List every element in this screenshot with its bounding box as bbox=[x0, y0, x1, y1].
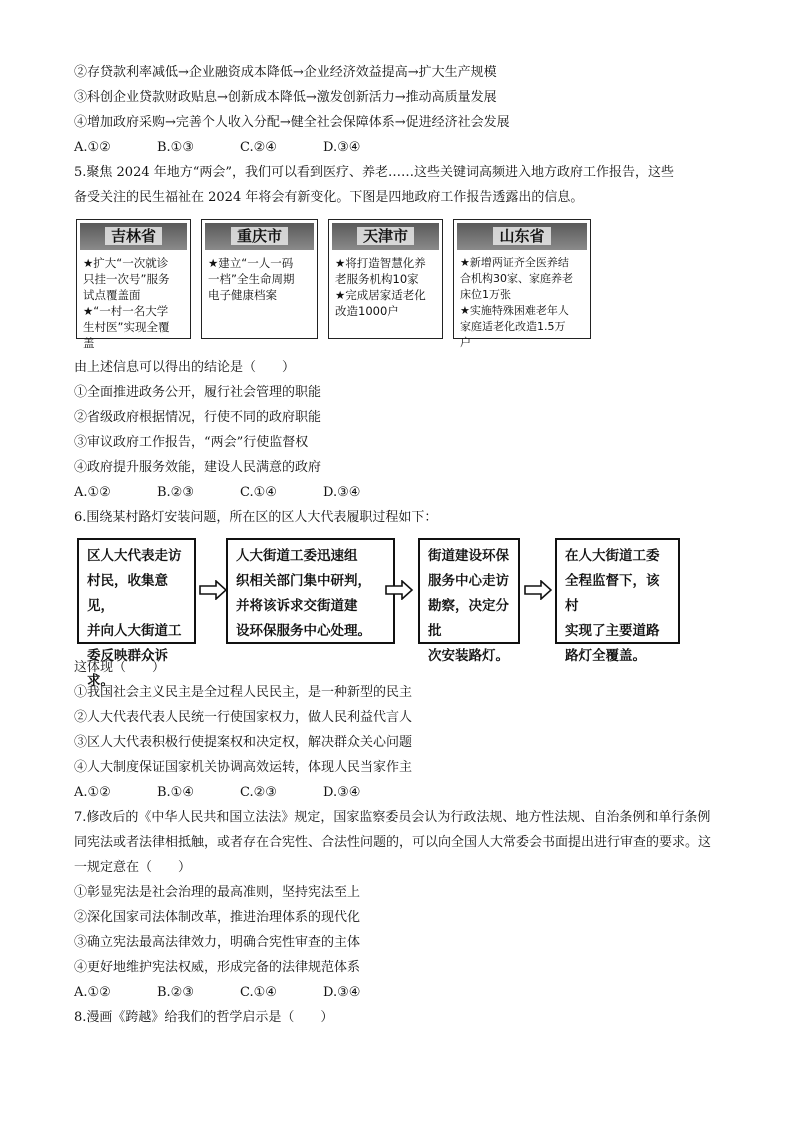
q6-option-1: ①我国社会主义民主是全过程人民民主，是一种新型的民主 bbox=[74, 685, 413, 700]
choice-c[interactable]: C.①④ bbox=[240, 985, 277, 1000]
choice-a[interactable]: A.①② bbox=[74, 985, 111, 1000]
flow-line: 在人大街道工委 bbox=[565, 548, 660, 564]
card-title: 天津市 bbox=[357, 227, 414, 245]
flow-line: 区人大代表走访 bbox=[87, 548, 182, 564]
choice-d[interactable]: D.③④ bbox=[323, 985, 361, 1000]
q4-option-4: ④增加政府采购→完善个人收入分配→健全社会保障体系→促进经济社会发展 bbox=[74, 115, 510, 130]
card-line: 一档”全生命周期 bbox=[208, 272, 295, 286]
q4-option-3: ③科创企业贷款财政贴息→创新成本降低→激发创新活力→推动高质量发展 bbox=[74, 90, 497, 105]
flow-line: 人大街道工委迅速组 bbox=[236, 548, 358, 564]
flow-line: 设环保服务中心处理。 bbox=[236, 623, 371, 639]
card-line: 试点覆盖面 bbox=[83, 288, 141, 302]
flow-line: 全程监督下，该村 bbox=[565, 573, 660, 614]
card-chongqing bbox=[201, 219, 318, 339]
choice-b[interactable]: B.①③ bbox=[157, 140, 194, 155]
q7-option-3: ③确立宪法最高法律效力，明确合宪性审查的主体 bbox=[74, 935, 361, 950]
card-line: 改造1000户 bbox=[335, 304, 399, 318]
q5-option-3: ③审议政府工作报告，“两会”行使监督权 bbox=[74, 435, 309, 450]
q6-option-4: ④人大制度保证国家机关协调高效运转，体现人民当家作主 bbox=[74, 760, 413, 775]
flow-arrow-icon bbox=[384, 580, 414, 600]
flow-line: 并向人大街道工 bbox=[87, 623, 182, 639]
q4-option-2: ②存贷款利率减低→企业融资成本降低→企业经济效益提高→扩大生产规模 bbox=[74, 65, 497, 80]
flow-arrow-icon bbox=[524, 580, 552, 600]
flow-step-3 bbox=[418, 538, 520, 664]
q6-question: 这体现（ ） bbox=[74, 660, 166, 675]
card-line: ★新增两证齐全医养结 bbox=[460, 256, 569, 269]
choice-c[interactable]: C.①④ bbox=[240, 485, 277, 500]
flow-line: 委反映群众诉求。 bbox=[87, 648, 168, 689]
q4-choices bbox=[74, 139, 406, 157]
q5-stem-line1: 5.聚焦 2024 年地方“两会”，我们可以看到医疗、养老……这些关键词高频进入地方政府工作报告，这些 bbox=[74, 165, 675, 180]
flow-line: 村民，收集意见， bbox=[87, 573, 168, 614]
flow-arrow-icon bbox=[199, 580, 227, 600]
card-line: 床位1万张 bbox=[460, 288, 511, 301]
q6-stem: 6.围绕某村路灯安装问题，所在区的区人大代表履职过程如下： bbox=[74, 510, 438, 525]
choice-a[interactable]: A.①② bbox=[74, 140, 111, 155]
card-line: 老服务机构10家 bbox=[335, 272, 419, 286]
card-tianjin bbox=[328, 219, 443, 339]
card-line: ★扩大“一次就诊 bbox=[83, 256, 169, 270]
flow-line: 实现了主要道路 bbox=[565, 623, 660, 639]
flow-line: 勘察，决定分批 bbox=[428, 598, 509, 639]
flow-line: 织相关部门集中研判， bbox=[236, 573, 371, 589]
card-line: ★建立“一人一码 bbox=[208, 256, 294, 270]
q7-option-2: ②深化国家司法体制改革，推进治理体系的现代化 bbox=[74, 910, 361, 925]
q5-option-2: ②省级政府根据情况，行使不同的政府职能 bbox=[74, 410, 322, 425]
card-line: ★完成居家适老化 bbox=[335, 288, 426, 302]
flow-line: 街道建设环保 bbox=[428, 548, 509, 564]
q6-choices bbox=[74, 784, 406, 802]
flow-line: 服务中心走访 bbox=[428, 573, 509, 589]
card-title: 山东省 bbox=[493, 227, 550, 245]
flow-step-4 bbox=[555, 538, 680, 664]
card-jilin bbox=[76, 219, 191, 350]
q5-stem-line2: 备受关注的民生福祉在 2024 年将会有新变化。下图是四地政府工作报告透露出的信息。 bbox=[74, 190, 584, 205]
card-line: 盖 bbox=[83, 336, 95, 350]
card-title: 吉林省 bbox=[105, 227, 162, 245]
q5-choices bbox=[74, 484, 406, 502]
choice-c[interactable]: C.②③ bbox=[240, 785, 277, 800]
choice-b[interactable]: B.②③ bbox=[157, 485, 194, 500]
q7-stem: 7.修改后的《中华人民共和国立法法》规定，国家监察委员会认为行政法规、地方性法规、自治条例和单行条例同宪法或者法律相抵触，或者存在合宪性、合法性问题的，可以向全国人大常委会书面提出进行审查的要求。这一规定意在（ ） bbox=[74, 810, 712, 875]
flow-line: 次安装路灯。 bbox=[428, 648, 509, 664]
card-shandong bbox=[453, 219, 591, 349]
q7-option-1: ①彰显宪法是社会治理的最高准则，坚持宪法至上 bbox=[74, 885, 361, 900]
choice-d[interactable]: D.③④ bbox=[323, 485, 361, 500]
choice-a[interactable]: A.①② bbox=[74, 485, 111, 500]
card-line: 户 bbox=[460, 336, 471, 349]
card-line: 只挂一次号”服务 bbox=[83, 272, 170, 286]
q6-option-3: ③区人大代表积极行使提案权和决定权，解决群众关心问题 bbox=[74, 735, 413, 750]
card-line: 电子健康档案 bbox=[208, 288, 277, 302]
card-line: 合机构30家、家庭养老 bbox=[460, 272, 573, 285]
q6-option-2: ②人大代表代表人民统一行使国家权力，做人民利益代言人 bbox=[74, 710, 413, 725]
choice-d[interactable]: D.③④ bbox=[323, 785, 361, 800]
choice-d[interactable]: D.③④ bbox=[323, 140, 361, 155]
q7-option-4: ④更好地维护宪法权威，形成完备的法律规范体系 bbox=[74, 960, 361, 975]
card-line: ★“一村一名大学 bbox=[83, 304, 169, 318]
flow-line: 路灯全覆盖。 bbox=[565, 648, 646, 664]
card-line: 生村医”实现全覆 bbox=[83, 320, 170, 334]
q5-question: 由上述信息可以得出的结论是（ ） bbox=[74, 360, 296, 375]
q7-choices bbox=[74, 984, 406, 1002]
choice-b[interactable]: B.②③ bbox=[157, 985, 194, 1000]
q5-option-1: ①全面推进政务公开，履行社会管理的职能 bbox=[74, 385, 322, 400]
flow-step-2 bbox=[226, 538, 395, 644]
card-line: ★将打造智慧化养 bbox=[335, 256, 426, 270]
card-title: 重庆市 bbox=[231, 227, 288, 245]
q8-stem: 8.漫画《跨越》给我们的哲学启示是（ ） bbox=[74, 1010, 334, 1025]
card-line: 家庭适老化改造1.5万 bbox=[460, 320, 566, 333]
flow-line: 并将该诉求交街道建 bbox=[236, 598, 358, 614]
choice-c[interactable]: C.②④ bbox=[240, 140, 277, 155]
choice-b[interactable]: B.①④ bbox=[157, 785, 194, 800]
q5-option-4: ④政府提升服务效能，建设人民满意的政府 bbox=[74, 460, 322, 475]
card-line: ★实施特殊困难老年人 bbox=[460, 304, 569, 317]
choice-a[interactable]: A.①② bbox=[74, 785, 111, 800]
